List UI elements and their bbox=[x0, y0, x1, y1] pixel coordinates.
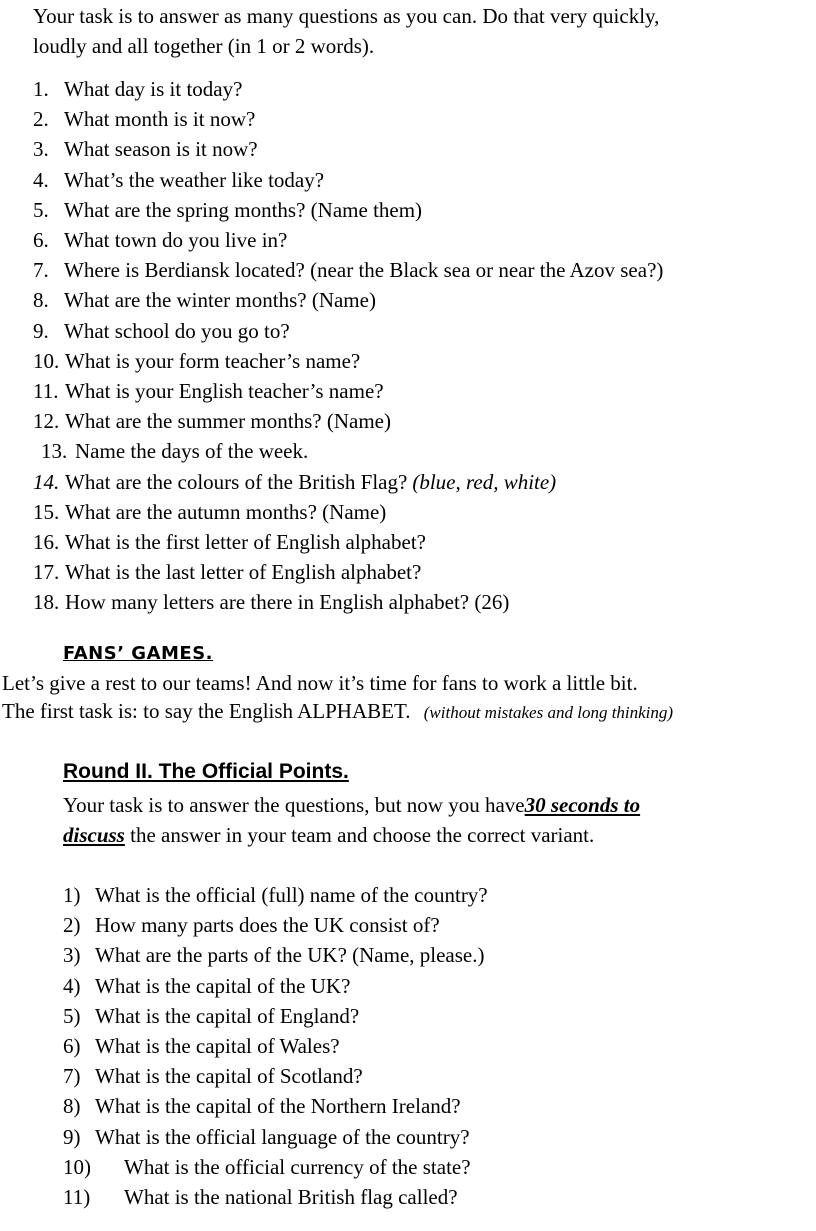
round2-intro-rest: the answer in your team and choose the correct variant. bbox=[130, 823, 595, 847]
round1-question bbox=[33, 167, 324, 193]
round2-question bbox=[63, 973, 350, 999]
question-number: 5. bbox=[33, 198, 49, 222]
question-text: Where is Berdiansk located? (near the Black sea or near the Azov sea?) bbox=[64, 258, 664, 282]
round1-question bbox=[33, 378, 384, 404]
fans-task-note: (without mistakes and long thinking) bbox=[423, 703, 674, 722]
question-number: 5) bbox=[63, 1004, 81, 1028]
question-text: What month is it now? bbox=[64, 107, 256, 131]
round2-intro-emphasis: 30 seconds to bbox=[524, 793, 641, 817]
question-text: What is the capital of England? bbox=[95, 1004, 360, 1028]
question-text: What is the official language of the country? bbox=[95, 1125, 470, 1149]
question-number: 3) bbox=[63, 943, 81, 967]
question-text: What is your English teacher’s name? bbox=[65, 379, 384, 403]
question-text: How many letters are there in English alphabet? (26) bbox=[65, 590, 510, 614]
question-number: 11) bbox=[63, 1185, 91, 1209]
question-text: What are the colours of the British Flag? bbox=[65, 470, 408, 494]
question-number: 9) bbox=[63, 1125, 81, 1149]
round1-question bbox=[33, 197, 422, 223]
question-text: What is the official (full) name of the country? bbox=[95, 883, 488, 907]
round1-question bbox=[33, 106, 255, 132]
question-text: What’s the weather like today? bbox=[64, 168, 325, 192]
question-number: 3. bbox=[33, 137, 49, 161]
round2-question bbox=[63, 1093, 461, 1119]
question-text: What are the summer months? (Name) bbox=[65, 409, 391, 433]
fans-games-title: FANS’ GAMES. bbox=[63, 643, 214, 664]
round1-question bbox=[33, 318, 290, 344]
question-number: 17. bbox=[33, 560, 60, 584]
question-number: 2) bbox=[63, 913, 81, 937]
question-number: 4) bbox=[63, 974, 81, 998]
question-text: What are the autumn months? (Name) bbox=[65, 500, 387, 524]
question-number: 10. bbox=[33, 349, 60, 373]
round1-question bbox=[33, 257, 663, 283]
round1-question bbox=[41, 438, 308, 464]
round2-question bbox=[63, 912, 440, 938]
round2-question bbox=[63, 942, 484, 968]
question-number: 6. bbox=[33, 228, 49, 252]
round1-question bbox=[33, 559, 421, 585]
question-text: What is the capital of the Northern Ireland? bbox=[95, 1094, 461, 1118]
question-number: 7) bbox=[63, 1064, 81, 1088]
question-number: 18. bbox=[33, 590, 60, 614]
round2-intro-line-2 bbox=[63, 822, 594, 848]
round2-title: Round II. The Official Points. bbox=[63, 760, 349, 783]
round1-question bbox=[33, 76, 242, 102]
round1-question bbox=[33, 529, 426, 555]
question-text: How many parts does the UK consist of? bbox=[95, 913, 440, 937]
question-number: 10) bbox=[63, 1155, 91, 1179]
round2-question bbox=[63, 1003, 359, 1029]
question-number: 8. bbox=[33, 288, 49, 312]
round1-question bbox=[33, 589, 509, 615]
question-text: What are the winter months? (Name) bbox=[64, 288, 376, 312]
round1-question bbox=[33, 136, 258, 162]
round2-question bbox=[63, 1063, 363, 1089]
round2-question bbox=[63, 1033, 340, 1059]
question-text: What season is it now? bbox=[64, 137, 258, 161]
question-number: 2. bbox=[33, 107, 49, 131]
question-text: Name the days of the week. bbox=[75, 439, 309, 463]
question-number: 4. bbox=[33, 168, 49, 192]
question-text: What is the capital of Scotland? bbox=[95, 1064, 363, 1088]
question-note: (blue, red, white) bbox=[412, 470, 557, 494]
fans-line-1: Let’s give a rest to our teams! And now it’s time for fans to work a little bit. bbox=[2, 671, 638, 695]
round2-question bbox=[63, 882, 488, 908]
question-text: What is the national British flag called? bbox=[124, 1185, 458, 1209]
question-number: 15. bbox=[33, 500, 60, 524]
round2-question bbox=[63, 1154, 471, 1180]
fans-task-text: The first task is: to say the English ALPHABET. bbox=[2, 699, 411, 723]
intro-line-1: Your task is to answer as many questions as you can. Do that very quickly, bbox=[33, 4, 660, 28]
question-text: What is the first letter of English alphabet? bbox=[65, 530, 426, 554]
round2-question bbox=[63, 1124, 470, 1150]
question-text: What school do you go to? bbox=[64, 319, 290, 343]
fans-line-2 bbox=[2, 698, 673, 726]
intro-line-2: loudly and all together (in 1 or 2 words). bbox=[33, 34, 375, 58]
question-text: What is the official currency of the state? bbox=[124, 1155, 471, 1179]
question-text: What is the last letter of English alphabet? bbox=[65, 560, 422, 584]
question-number: 8) bbox=[63, 1094, 81, 1118]
round1-question bbox=[33, 469, 556, 495]
question-text: What day is it today? bbox=[64, 77, 243, 101]
round2-intro-discuss: discuss bbox=[63, 823, 125, 847]
question-text: What is the capital of Wales? bbox=[95, 1034, 340, 1058]
question-number: 6) bbox=[63, 1034, 81, 1058]
question-number: 16. bbox=[33, 530, 60, 554]
question-text: What town do you live in? bbox=[64, 228, 288, 252]
question-number: 1. bbox=[33, 77, 49, 101]
question-number: 7. bbox=[33, 258, 49, 282]
question-number: 13. bbox=[41, 439, 68, 463]
round1-question bbox=[33, 287, 376, 313]
question-number: 9. bbox=[33, 319, 49, 343]
round1-question bbox=[33, 227, 287, 253]
round1-question bbox=[33, 348, 360, 374]
round2-question bbox=[63, 1184, 458, 1210]
question-number: 14. bbox=[33, 470, 60, 494]
question-text: What are the spring months? (Name them) bbox=[64, 198, 423, 222]
question-text: What is the capital of the UK? bbox=[95, 974, 351, 998]
question-number: 1) bbox=[63, 883, 81, 907]
question-text: What is your form teacher’s name? bbox=[65, 349, 361, 373]
round2-intro-line-1 bbox=[63, 792, 640, 818]
round1-question bbox=[33, 408, 391, 434]
question-number: 12. bbox=[33, 409, 60, 433]
question-number: 11. bbox=[33, 379, 59, 403]
round2-intro-text: Your task is to answer the questions, but now you have bbox=[63, 793, 525, 817]
round1-question bbox=[33, 499, 386, 525]
question-text: What are the parts of the UK? (Name, please.) bbox=[95, 943, 485, 967]
